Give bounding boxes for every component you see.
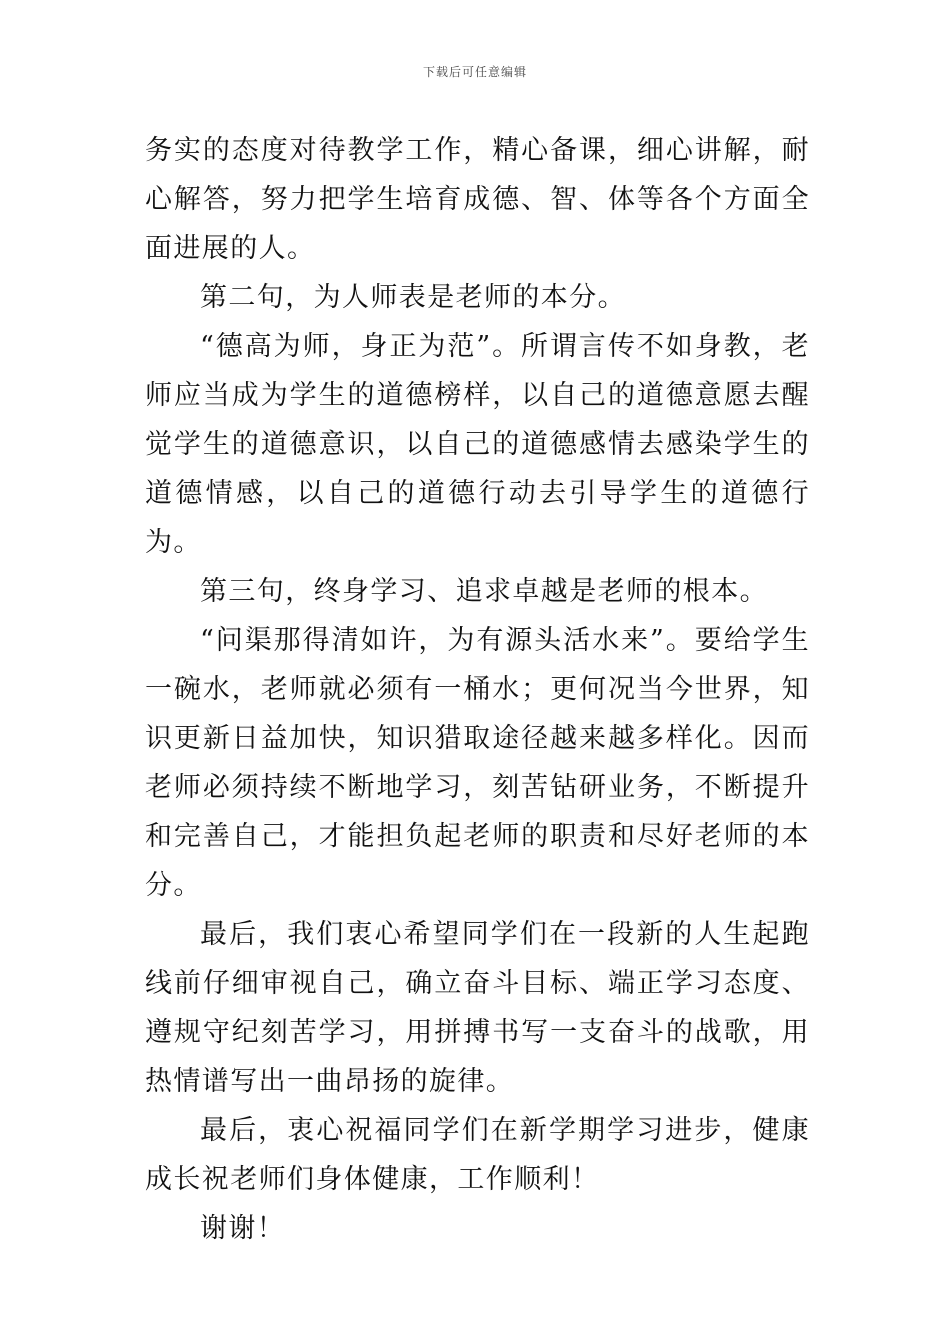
paragraph-3: “德高为师，身正为范”。所谓言传不如身教，老师应当成为学生的道德榜样，以自己的道德意愿去醒觉学生的道德意识，以自己的道德感情去感染学生的道德情感，以自己的道德行动去引导学生的道德行为。 [145,331,810,558]
document-body [145,126,810,1253]
paragraph-7: 最后，衷心祝福同学们在新学期学习进步，健康成长祝老师们身体健康，工作顺利！ [145,1115,810,1195]
paragraph-5: “问渠那得清如许，为有源头活水来”。要给学生一碗水，老师就必须有一桶水；更何况当今世界，知识更新日益加快，知识猎取途径越来越多样化。因而老师必须持续不断地学习，刻苦钻研业务，不断提升和完善自己，才能担负起老师的职责和尽好老师的本分。 [145,625,810,901]
paragraph-8: 谢谢！ [200,1213,286,1244]
paragraph-6: 最后，我们衷心希望同学们在一段新的人生起跑线前仔细审视自己，确立奋斗目标、端正学习态度、遵规守纪刻苦学习，用拼搏书写一支奋斗的战歌，用热情谱写出一曲昂扬的旋律。 [145,919,810,1097]
paragraph-4: 第三句，终身学习、追求卓越是老师的根本。 [200,576,768,607]
page-header: 下载后可任意编辑 [422,65,527,79]
paragraph-1: 务实的态度对待教学工作，精心备课，细心讲解，耐心解答，努力把学生培育成德、智、体等各个方面全面进展的人。 [145,135,810,264]
paragraph-2: 第二句，为人师表是老师的本分。 [200,282,626,313]
